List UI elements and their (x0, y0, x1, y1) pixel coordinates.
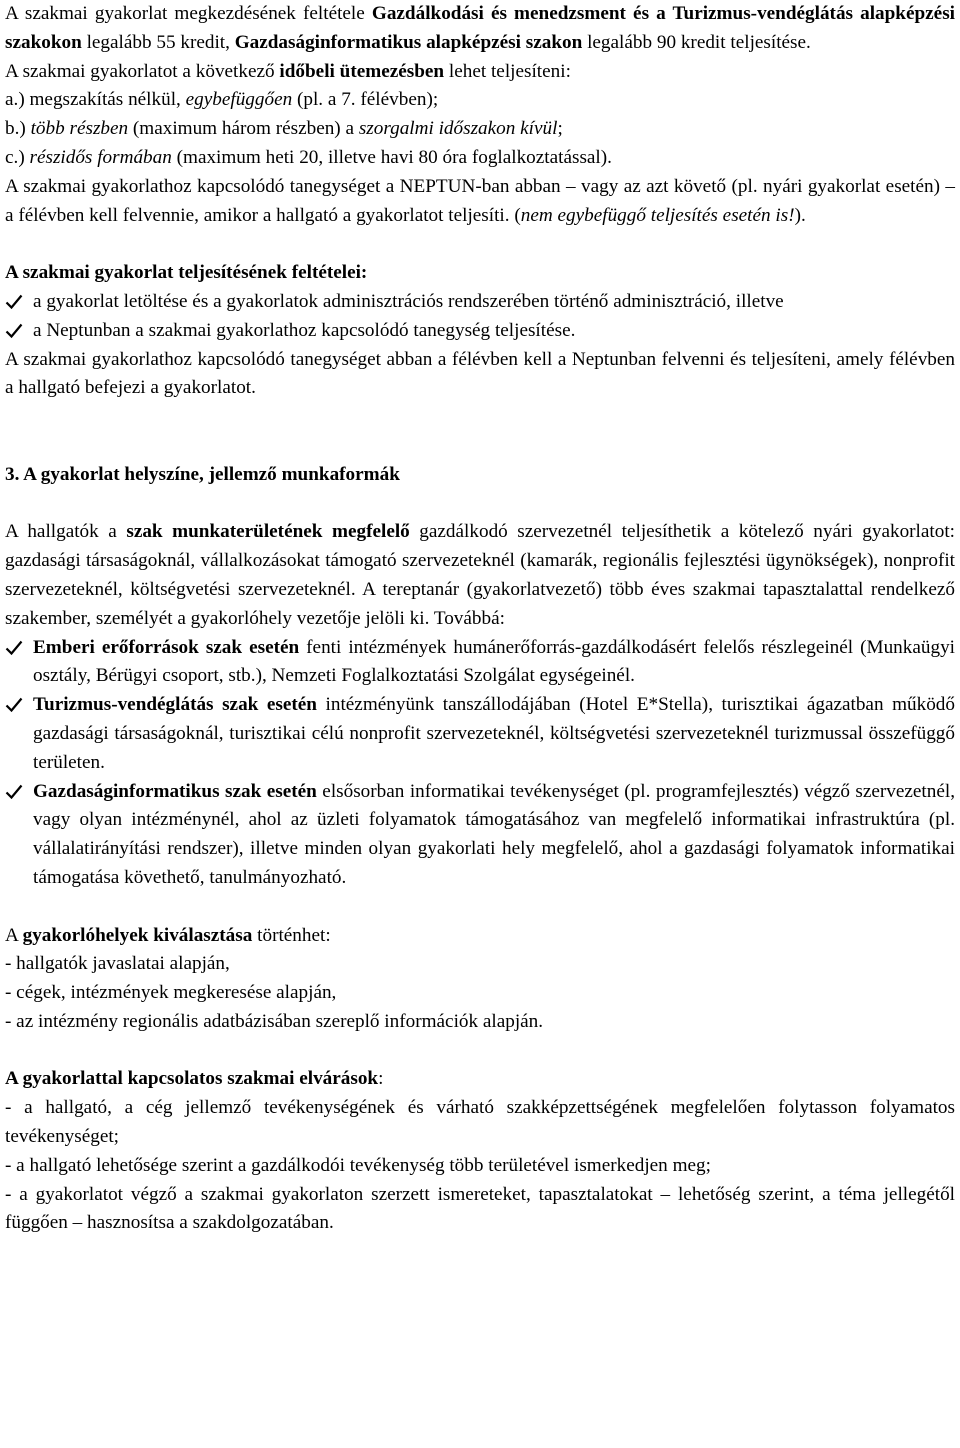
checkmark-icon (5, 691, 33, 720)
prerequisite-paragraph (5, 0, 955, 58)
text-span: intézményünk tanszállodájában (Hotel E*Stella), turisztikai ágazatban működő gazdasági társaságoknál, turisztikai célú nonprofit szervezeteknél, költségvetési szervezeteknél turizmussal összefüggő területen. (33, 694, 955, 773)
condition-item (5, 288, 955, 317)
condition-text: a gyakorlat letöltése és a gyakorlatok adminisztrációs rendszerében történő adminisztráció, illetve (33, 290, 784, 312)
scheduling-paragraph (5, 58, 955, 87)
bold-text: 3. A gyakorlat helyszíne, jellemző munkaformák (5, 463, 400, 485)
spacer (5, 230, 955, 259)
text-span: A (5, 924, 23, 946)
text-span: A szakmai gyakorlathoz kapcsolódó tanegységet a NEPTUN-ban abban – vagy az azt követő (pl. nyári gyakorlat esetén) – a félévben kell felvennie, amikor a hallgató a gyakorlatot teljesíti. ( (5, 175, 955, 226)
expectation-item: - a hallgató, a cég jellemző tevékenységének és várható szakképzettségének megfelelően folytasson folyamatos tevékenységet; (5, 1097, 955, 1148)
italic-text: egybefüggően (185, 89, 293, 111)
text-span: legalább 90 kredit teljesítése. (582, 31, 811, 53)
schedule-option-c (5, 144, 955, 173)
schedule-option-a (5, 86, 955, 115)
bold-text: szak munkaterületének megfelelő (126, 521, 410, 543)
text-span: (pl. a 7. félévben); (292, 89, 439, 111)
location-paragraph (5, 518, 955, 633)
neptun-paragraph (5, 173, 955, 231)
condition-text: a Neptunban a szakmai gyakorlathoz kapcsolódó tanegység teljesítése. (33, 319, 576, 341)
expectation-item: - a hallgató lehetősége szerint a gazdálkodói tevékenység több területével ismerkedjen meg; (5, 1154, 711, 1176)
italic-text: nem egybefüggő teljesítés esetén is! (520, 204, 795, 226)
checkmark-icon (5, 634, 33, 663)
conditions-heading (5, 259, 955, 288)
text-span: (maximum három részben) a (128, 118, 359, 140)
selection-item: - az intézmény regionális adatbázisában szereplő információk alapján. (5, 1010, 544, 1032)
italic-text: több részben (30, 118, 129, 140)
bold-text: Emberi erőforrások szak esetén (33, 636, 300, 658)
spacer (5, 490, 955, 519)
text-span: legalább 55 kredit, (81, 31, 235, 53)
expectation-item: - a gyakorlatot végző a szakmai gyakorlaton szerzett ismereteket, tapasztalatokat – lehetőség szerint, a téma jellegétől függően – hasznosítsa a szakdolgozatában. (5, 1183, 955, 1234)
selection-heading (5, 922, 955, 951)
spacer (5, 1037, 955, 1066)
text-span: lehet teljesíteni: (444, 60, 571, 82)
conditions-note: A szakmai gyakorlathoz kapcsolódó tanegységet abban a félévben kell a Neptunban felvenni és teljesíteni, amely félévben a hallgató befejezi a gyakorlatot. (5, 348, 955, 399)
text-span: A szakmai gyakorlatot a következő (5, 60, 280, 82)
text-span: ; (557, 118, 563, 140)
text-span: elsősorban informatikai tevékenységet (pl. programfejlesztés) végző szervezetnél, vagy olyan intézménynél, ahol az üzleti folyamatok támogatásához van megfelelő informatikai infrastruktúra (pl. vállalatirányítási rendszer), illetve minden olyan gyakorlati hely megfelelő, ahol a gazdasági folyamatok informatikai támogatása követhető, tanulmányozható. (33, 780, 955, 888)
selection-item: - cégek, intézmények megkeresése alapján, (5, 982, 337, 1004)
italic-text: részidős formában (29, 146, 172, 168)
italic-text: szorgalmi időszakon kívül (358, 118, 558, 140)
bold-text: Gazdaságinformatikus alapképzési szakon (234, 31, 583, 53)
text-span: a.) megszakítás nélkül, (5, 89, 186, 111)
bold-text: A gyakorlattal kapcsolatos szakmai elvárások (5, 1068, 379, 1090)
text-span: : (378, 1068, 384, 1090)
expectations-heading (5, 1065, 955, 1094)
text-span: történhet: (252, 924, 331, 946)
text-span: fenti intézmények humánerőforrás-gazdálkodásért felelős részlegeinél (Munkaügyi osztály, Bérügyi csoport, stb.), Nemzeti Foglalkoztatási Szolgálat egységeinél. (33, 636, 955, 687)
text-span: A szakmai gyakorlat megkezdésének feltétele (5, 3, 372, 24)
text-span: gazdálkodó szervezetnél teljesíthetik a kötelező nyári gyakorlatot: gazdasági társaságoknál, vállalkozásokat támogató szervezeteknél (kamarák, regionális fejlesztési ügynökségek), nonprofit szervezeteknél, költségvetési szervezeteknél. A tereptanár (gyakorlatvezető) több éves szakmai tapasztalattal rendelkező szakember, személyét a gyakorlóhely vezetője jelöli ki. Továbbá: (5, 521, 955, 629)
checkmark-icon (5, 288, 33, 317)
bold-text: Turizmus-vendéglátás szak esetén (33, 694, 317, 716)
location-bullet-text (33, 634, 955, 692)
checkmark-icon (5, 317, 33, 346)
schedule-option-b (5, 115, 955, 144)
location-bullet-text (33, 691, 955, 777)
bold-text: Gazdaságinformatikus szak esetén (33, 780, 317, 802)
bold-text: gyakorlóhelyek kiválasztása (22, 924, 253, 946)
document-page (5, 0, 955, 1238)
text-span: c.) (5, 146, 30, 168)
text-span: ). (794, 204, 806, 226)
location-bullet (5, 778, 955, 893)
text-span: A hallgatók a (5, 521, 127, 543)
bold-text: A szakmai gyakorlat teljesítésének feltételei: (5, 262, 368, 284)
checkmark-icon (5, 778, 33, 807)
condition-item (5, 317, 955, 346)
bold-text: Gazdálkodási és menedzsment és a Turizmus-vendéglátás alapképzési szakokon (5, 3, 955, 53)
text-span: (maximum heti 20, illetve havi 80 óra foglalkoztatással). (171, 146, 612, 168)
selection-item: - hallgatók javaslatai alapján, (5, 953, 230, 975)
text-span: b.) (5, 118, 31, 140)
location-bullet (5, 634, 955, 692)
spacer (5, 893, 955, 922)
section-heading (5, 461, 955, 490)
spacer (5, 403, 955, 461)
location-bullet (5, 691, 955, 777)
bold-text: időbeli ütemezésben (279, 60, 445, 82)
location-bullet-text (33, 778, 955, 893)
